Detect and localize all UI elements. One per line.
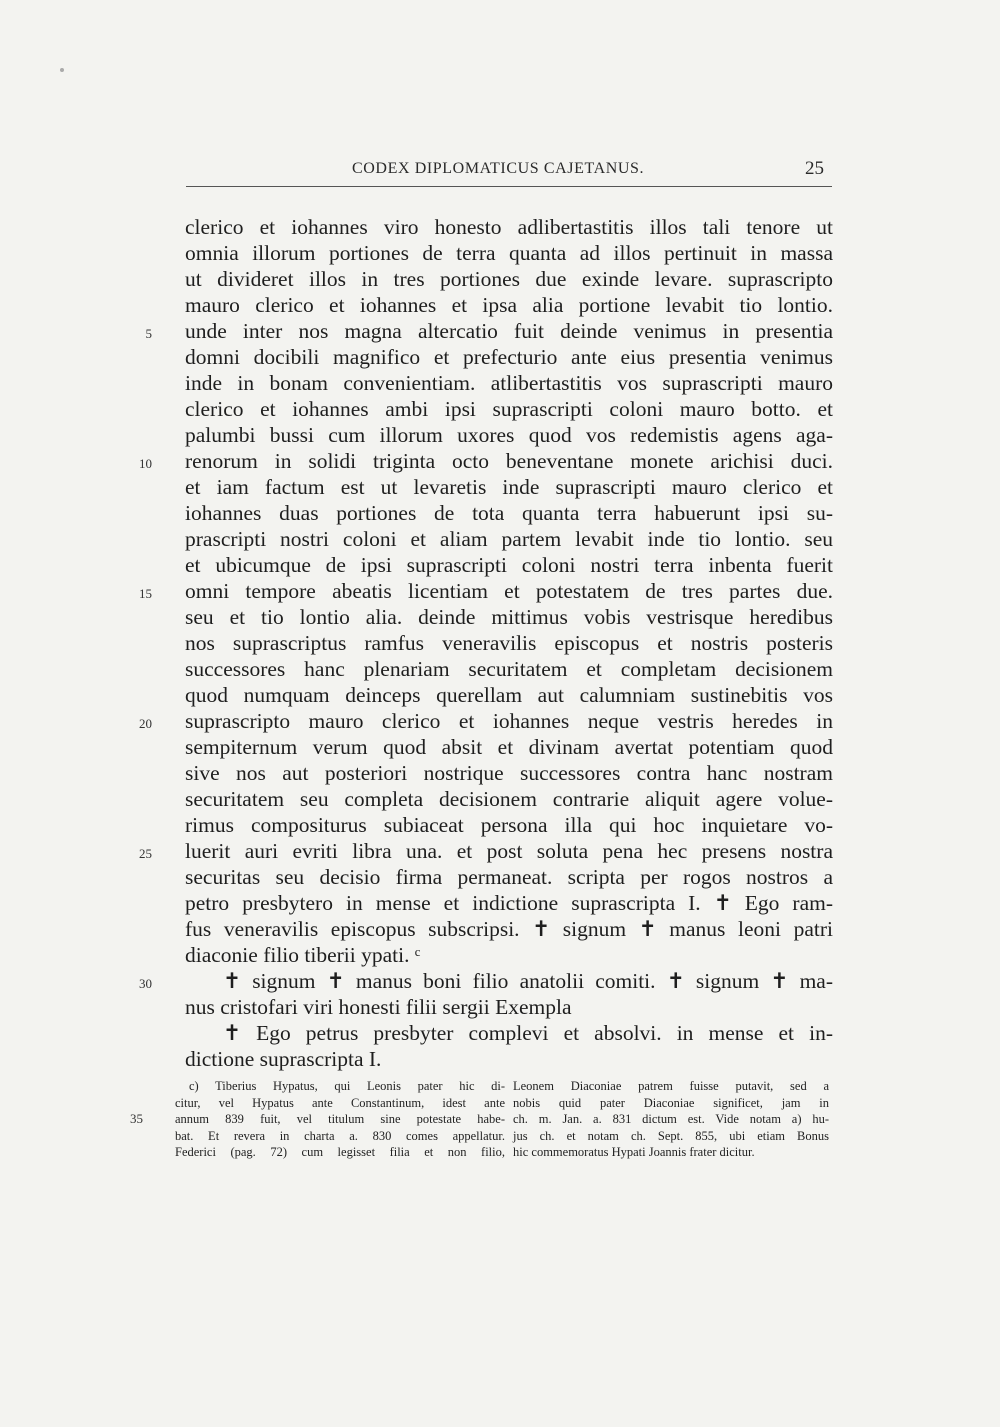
running-head xyxy=(0,158,1000,188)
text-line: domni docibili magnifico et prefecturio ante eius presentia venimus xyxy=(185,345,833,369)
footnote-column-right xyxy=(513,1078,829,1161)
footnote-line: Leonem Diaconiae patrem fuisse putavit, sed a xyxy=(513,1079,829,1093)
footnote-line: jus ch. et notam ch. Sept. 855, ubi etiam Bonus xyxy=(513,1128,829,1143)
text-line: clerico et iohannes viro honesto adlibertastitis illos tali tenore ut xyxy=(185,215,833,239)
text-line: seu et tio lontio alia. deinde mittimus vobis vestrisque heredibus xyxy=(185,605,833,629)
text-line: palumbi bussi cum illorum uxores quod vos redemistis agens aga- xyxy=(185,423,833,447)
footnote-line: citur, vel Hypatus ante Constantinum, idest ante xyxy=(175,1095,505,1110)
text-line: successores hanc plenariam securitatem et completam decisionem xyxy=(185,657,833,681)
text-line: fus veneravilis episcopus subscripsi. ✝ signum ✝ manus leoni patri xyxy=(185,917,833,941)
page-speck xyxy=(60,68,64,72)
text-line: ✝ Ego petrus presbyter complevi et absolvi. in mense et in- xyxy=(223,1021,833,1045)
text-line: ut divideret illos in tres portiones due exinde levare. suprascripto xyxy=(185,267,833,291)
line-number: 5 xyxy=(145,326,152,341)
text-line: sempiternum verum quod absit et divinam avertat potentiam quod xyxy=(185,735,833,759)
footnote-line: hic commemoratus Hypati Joannis frater dicitur. xyxy=(513,1145,755,1159)
line-number: 30 xyxy=(139,976,152,991)
text-line: renorum in solidi triginta octo beneventane monete arichisi duci. xyxy=(185,449,833,473)
text-line: prascripti nostri coloni et aliam partem levabit inde tio lontio. seu xyxy=(185,527,833,551)
text-line: mauro clerico et iohannes et ipsa alia portione levabit tio lontio. xyxy=(185,293,833,317)
text-line: nos suprascriptus ramfus veneravilis episcopus et nostris posteris xyxy=(185,631,833,655)
text-line: inde in bonam convenientiam. atlibertastitis vos suprascripti mauro xyxy=(185,371,833,395)
text-line: sive nos aut posteriori nostrique successores contra hanc nostram xyxy=(185,761,833,785)
text-line: et ubicumque de ipsi suprascripti coloni nostri terra inbenta fuerit xyxy=(185,553,833,577)
footnote-line: Federici (pag. 72) cum legisset filia et non filio, xyxy=(175,1145,505,1159)
text-line: et iam factum est ut levaretis inde suprascripti mauro clerico et xyxy=(185,475,833,499)
text-line: suprascripto mauro clerico et iohannes neque vestris heredes in xyxy=(185,709,833,733)
text-line: luerit auri evriti libra una. et post soluta pena hec presens nostra xyxy=(185,839,833,863)
line-number: 10 xyxy=(139,456,152,471)
footnote-line: ch. m. Jan. a. 831 dictum est. Vide notam a) hu- xyxy=(513,1112,829,1126)
footnote-column-left xyxy=(175,1078,505,1161)
text-line: nus cristofari viri honesti filii sergii Exempla xyxy=(185,995,572,1019)
footnote-line-number: 35 xyxy=(130,1111,143,1126)
text-line: rimus compositurus subiaceat persona illa qui hoc inquietare vo- xyxy=(185,813,833,837)
text-line: petro presbytero in mense et indictione suprascripta I. ✝ Ego ram- xyxy=(185,891,833,915)
line-number: 15 xyxy=(139,586,152,601)
running-title: CODEX DIPLOMATICUS CAJETANUS. xyxy=(352,160,645,177)
text-line: omni tempore abeatis licentiam et potestatem de tres partes due. xyxy=(185,579,833,603)
text-line: ✝ signum ✝ manus boni filio anatolii comiti. ✝ signum ✝ ma- xyxy=(223,969,833,993)
footnote-line: bat. Et revera in charta a. 830 comes appellatur. xyxy=(175,1128,505,1143)
line-number: 25 xyxy=(139,846,152,861)
text-line: omnia illorum portiones de terra quanta ad illos pertinuit in massa xyxy=(185,241,833,265)
text-line: quod numquam deinceps querellam aut calumniam sustinebitis vos xyxy=(185,683,833,707)
text-line: securitas seu decisio firma permaneat. scripta per rogos nostros a xyxy=(185,865,833,889)
header-rule xyxy=(186,186,832,187)
footnote-line: c) Tiberius Hypatus, qui Leonis pater hic di- xyxy=(189,1079,505,1093)
text-line: securitatem seu completa decisionem contrarie aliquit agere volue- xyxy=(185,787,833,811)
footnote-line: annum 839 fuit, vel titulum sine potestate habe- xyxy=(175,1112,505,1126)
line-number: 20 xyxy=(139,716,152,731)
footnote-line: nobis quid pater Diaconiae significet, jam in xyxy=(513,1095,829,1110)
text-line: dictione suprascripta I. xyxy=(185,1047,382,1071)
text-line: unde inter nos magna altercatio fuit deinde venimus in presentia xyxy=(185,319,833,343)
charter-text xyxy=(185,214,833,1072)
text-line: diaconie filio tiberii ypati. ᶜ xyxy=(185,943,421,967)
text-line: clerico et iohannes ambi ipsi suprascripti coloni mauro botto. et xyxy=(185,397,833,421)
page-number: 25 xyxy=(805,158,824,179)
text-line: iohannes duas portiones de tota quanta terra habuerunt ipsi su- xyxy=(185,501,833,525)
